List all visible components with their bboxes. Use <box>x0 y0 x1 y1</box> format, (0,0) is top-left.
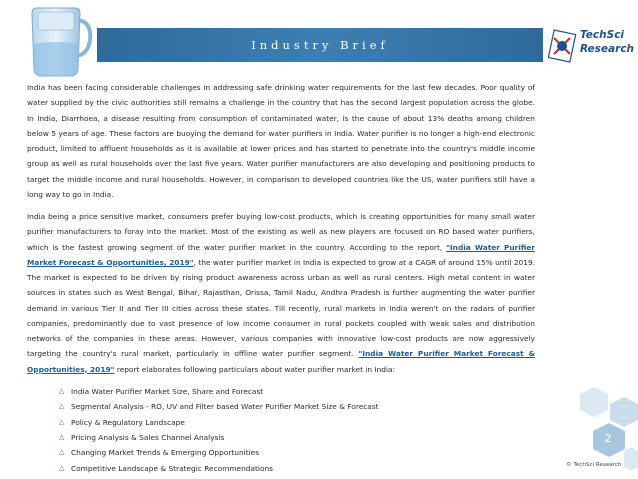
list-item-text: Competitive Landscape & Strategic Recommendations <box>71 463 274 473</box>
logo-text-line2: Research <box>580 43 635 55</box>
list-item-text: Pricing Analysis & Sales Channel Analysis <box>71 432 225 442</box>
paragraph-market <box>27 209 535 377</box>
copyright-text: © TechSci Research <box>566 462 622 468</box>
list-item <box>59 399 535 414</box>
list-item-text: India Water Purifier Market Size, Share and Forecast <box>71 386 264 396</box>
report-link-1[interactable]: "India Water Purifier Market Forecast & Opportunities, 2019" <box>27 242 535 267</box>
main-content <box>27 80 535 476</box>
triangle-bullet-icon: △ <box>59 463 65 472</box>
triangle-bullet-icon: △ <box>59 386 65 395</box>
logo-text-line1: TechSci <box>580 29 625 41</box>
list-item <box>59 445 535 460</box>
paragraph-intro: India has been facing considerable challenges in addressing safe drinking water requirements for the last few decades. Poor quality of water supplied by the civic authorities still remains a challenge in the country that has the second largest population across the globe. In India, Diarrhoea, a disease resulting from consumption of contaminated water, is the cause of about 13% deaths among children below 5 years of age. These factors are buoying the demand for water purifiers in India. Water purifier is no longer a high-end electronic product, limited to affluent households as it is available at lower prices and has started to penetrate into the country's middle income group as well as rural households over the last five years. Water purifier manufacturers are also developing and positioning products to target the middle income and rural households. However, in comparison to developed countries like the US, water purifiers still have a long way to go in India. <box>27 83 535 199</box>
paragraph-market-text-b: , the water purifier market in India is expected to grow at a CAGR of around 15% until 2019. The market is expected to be driven by rising product awareness across urban as well as rural centers. High metal content in water sources in states such as West Bengal, Bihar, Rajasthan, Orissa, Tamil Nadu, Andhra Pradesh is further augmenting the water purifier demand in various Tier II and Tier III cities across these states. Till recently, rural markets in India weren't on the radars of purifier companies, predominantly due to vast presence of low income consumer in rural pockets coupled with weak sales and distribution networks of the companies in these areas. However, various companies with innovative low-cost products are now aggressively targeting the country's rural market, particularly in offline water purifier segment. <box>27 257 535 359</box>
list-item-text: Changing Market Trends & Emerging Opportunities <box>71 448 260 458</box>
list-item <box>59 415 535 430</box>
bullet-list <box>27 384 535 476</box>
paragraph-market-text-a: India being a price sensitive market, consumers prefer buying low-cost products, which is creating opportunities for many small water purifier manufacturers to foray into the market. Most of the existing as well as new players are focused on RO based water purifiers, which is the fastest growing segment of the water purifier market in the country. According to the report, <box>27 212 535 252</box>
page-number: 2 <box>604 432 612 445</box>
paragraph-market-text-c: report elaborates following particulars about water purifier market in India: <box>114 364 396 374</box>
triangle-bullet-icon: △ <box>59 432 65 441</box>
triangle-bullet-icon: △ <box>59 417 65 426</box>
header-title-bar <box>97 28 543 62</box>
water-pitcher-image <box>22 0 94 78</box>
hexagon-shape <box>610 397 638 427</box>
techsci-logo <box>548 26 636 66</box>
triangle-bullet-icon: △ <box>59 448 65 457</box>
hexagon-shape <box>580 387 608 417</box>
list-item <box>59 430 535 445</box>
triangle-bullet-icon: △ <box>59 402 65 411</box>
hexagon-shape <box>624 447 638 471</box>
page-title: Industry Brief <box>251 38 389 52</box>
list-item-text: Segmental Analysis - RO, UV and Filter based Water Purifier Market Size & Forecast <box>71 402 379 412</box>
report-link-2[interactable]: "India Water Purifier Market Forecast & Opportunities, 2019" <box>27 349 535 374</box>
list-item-text: Policy & Regulatory Landscape <box>71 417 185 427</box>
list-item <box>59 461 535 476</box>
logo-emblem-icon <box>548 28 578 64</box>
list-item <box>59 384 535 399</box>
